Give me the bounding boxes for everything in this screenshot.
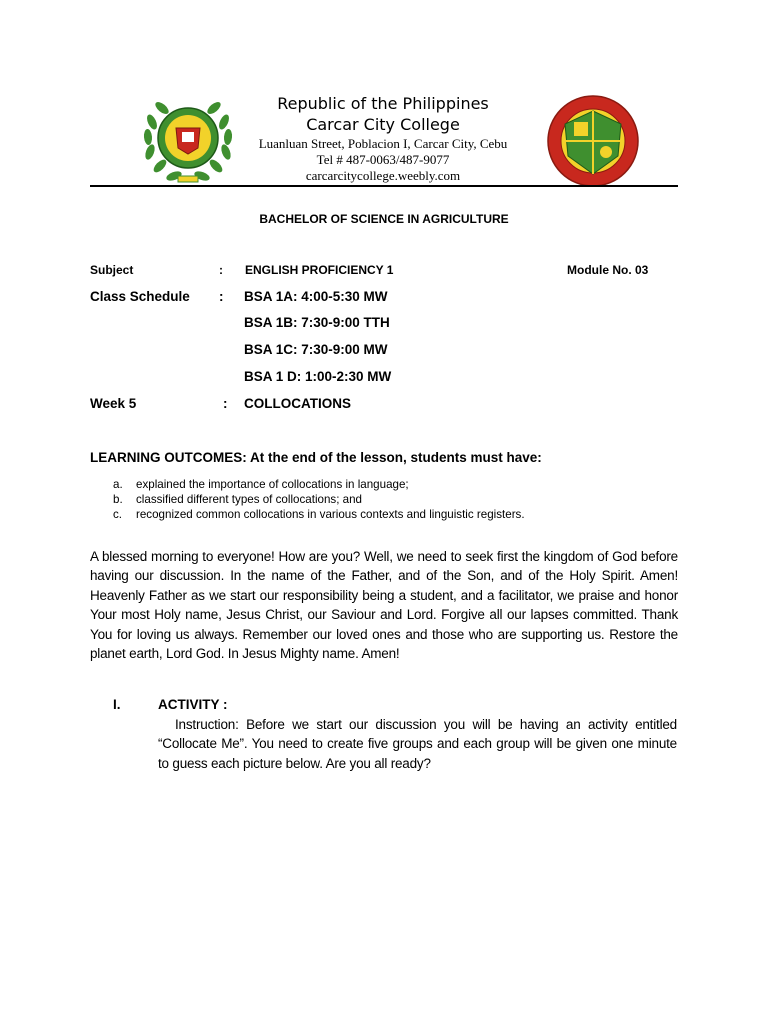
college-seal-logo [140, 92, 236, 186]
list-item-text: classified different types of collocations; and [136, 493, 362, 506]
list-item-letter: a. [113, 478, 123, 491]
opening-prayer-paragraph: A blessed morning to everyone! How are you? Well, we need to seek first the kingdom of God before having our discussion. In the name of the Father, and of the Son, and of the Holy Spirit. Amen! Heavenly Father as we start our responsibility being a student, and a facilitator, we praise and honor Your most Holy name, Jesus Christ, our Saviour and Lord. Forgive all our lapses committed. Thank You for loving us always. Remember our loved ones and those who are supporting us. Restore the planet earth, Lord God. In Jesus Mighty name. Amen! [90, 549, 678, 662]
activity-heading: ACTIVITY : [158, 697, 228, 712]
college-website[interactable]: carcarcitycollege.weebly.com [305, 168, 461, 183]
program-title: BACHELOR OF SCIENCE IN AGRICULTURE [259, 212, 509, 226]
college-tel: Tel # 487-0063/487-9077 [316, 152, 450, 167]
schedule-item: BSA 1C: 7:30-9:00 MW [244, 342, 388, 357]
learning-outcomes-heading: LEARNING OUTCOMES: At the end of the lesson, students must have: [90, 450, 542, 465]
list-item-letter: b. [113, 493, 123, 506]
week-colon: : [223, 396, 228, 411]
week-topic: COLLOCATIONS [244, 396, 351, 411]
college-address: Luanluan Street, Poblacion I, Carcar City, Cebu [258, 136, 508, 151]
activity-number: I. [113, 697, 121, 712]
college-name: Carcar City College [306, 115, 460, 134]
subject-colon: : [219, 263, 223, 277]
schedule-colon: : [219, 289, 224, 304]
schedule-label: Class Schedule [90, 289, 190, 304]
city-seal-logo [546, 94, 640, 188]
week-label: Week 5 [90, 396, 137, 411]
schedule-item: BSA 1 D: 1:00-2:30 MW [244, 369, 392, 384]
header-line1: Republic of the Philippines [277, 94, 489, 113]
list-item-text: recognized common collocations in various contexts and linguistic registers. [136, 508, 525, 521]
list-item-text: explained the importance of collocations in language; [136, 478, 409, 491]
schedule-item: BSA 1A: 4:00-5:30 MW [244, 289, 388, 304]
subject-label: Subject [90, 263, 134, 277]
module-number: Module No. 03 [567, 263, 649, 277]
list-item-letter: c. [113, 508, 123, 521]
header-divider [90, 185, 678, 187]
activity-instruction: Instruction: Before we start our discussion you will be having an activity entitled “Collocate Me”. You need to create five groups and each group will be given one minute to guess each picture below. Are you all ready? [158, 717, 677, 771]
subject-value: ENGLISH PROFICIENCY 1 [245, 263, 394, 277]
schedule-item: BSA 1B: 7:30-9:00 TTH [244, 315, 390, 330]
